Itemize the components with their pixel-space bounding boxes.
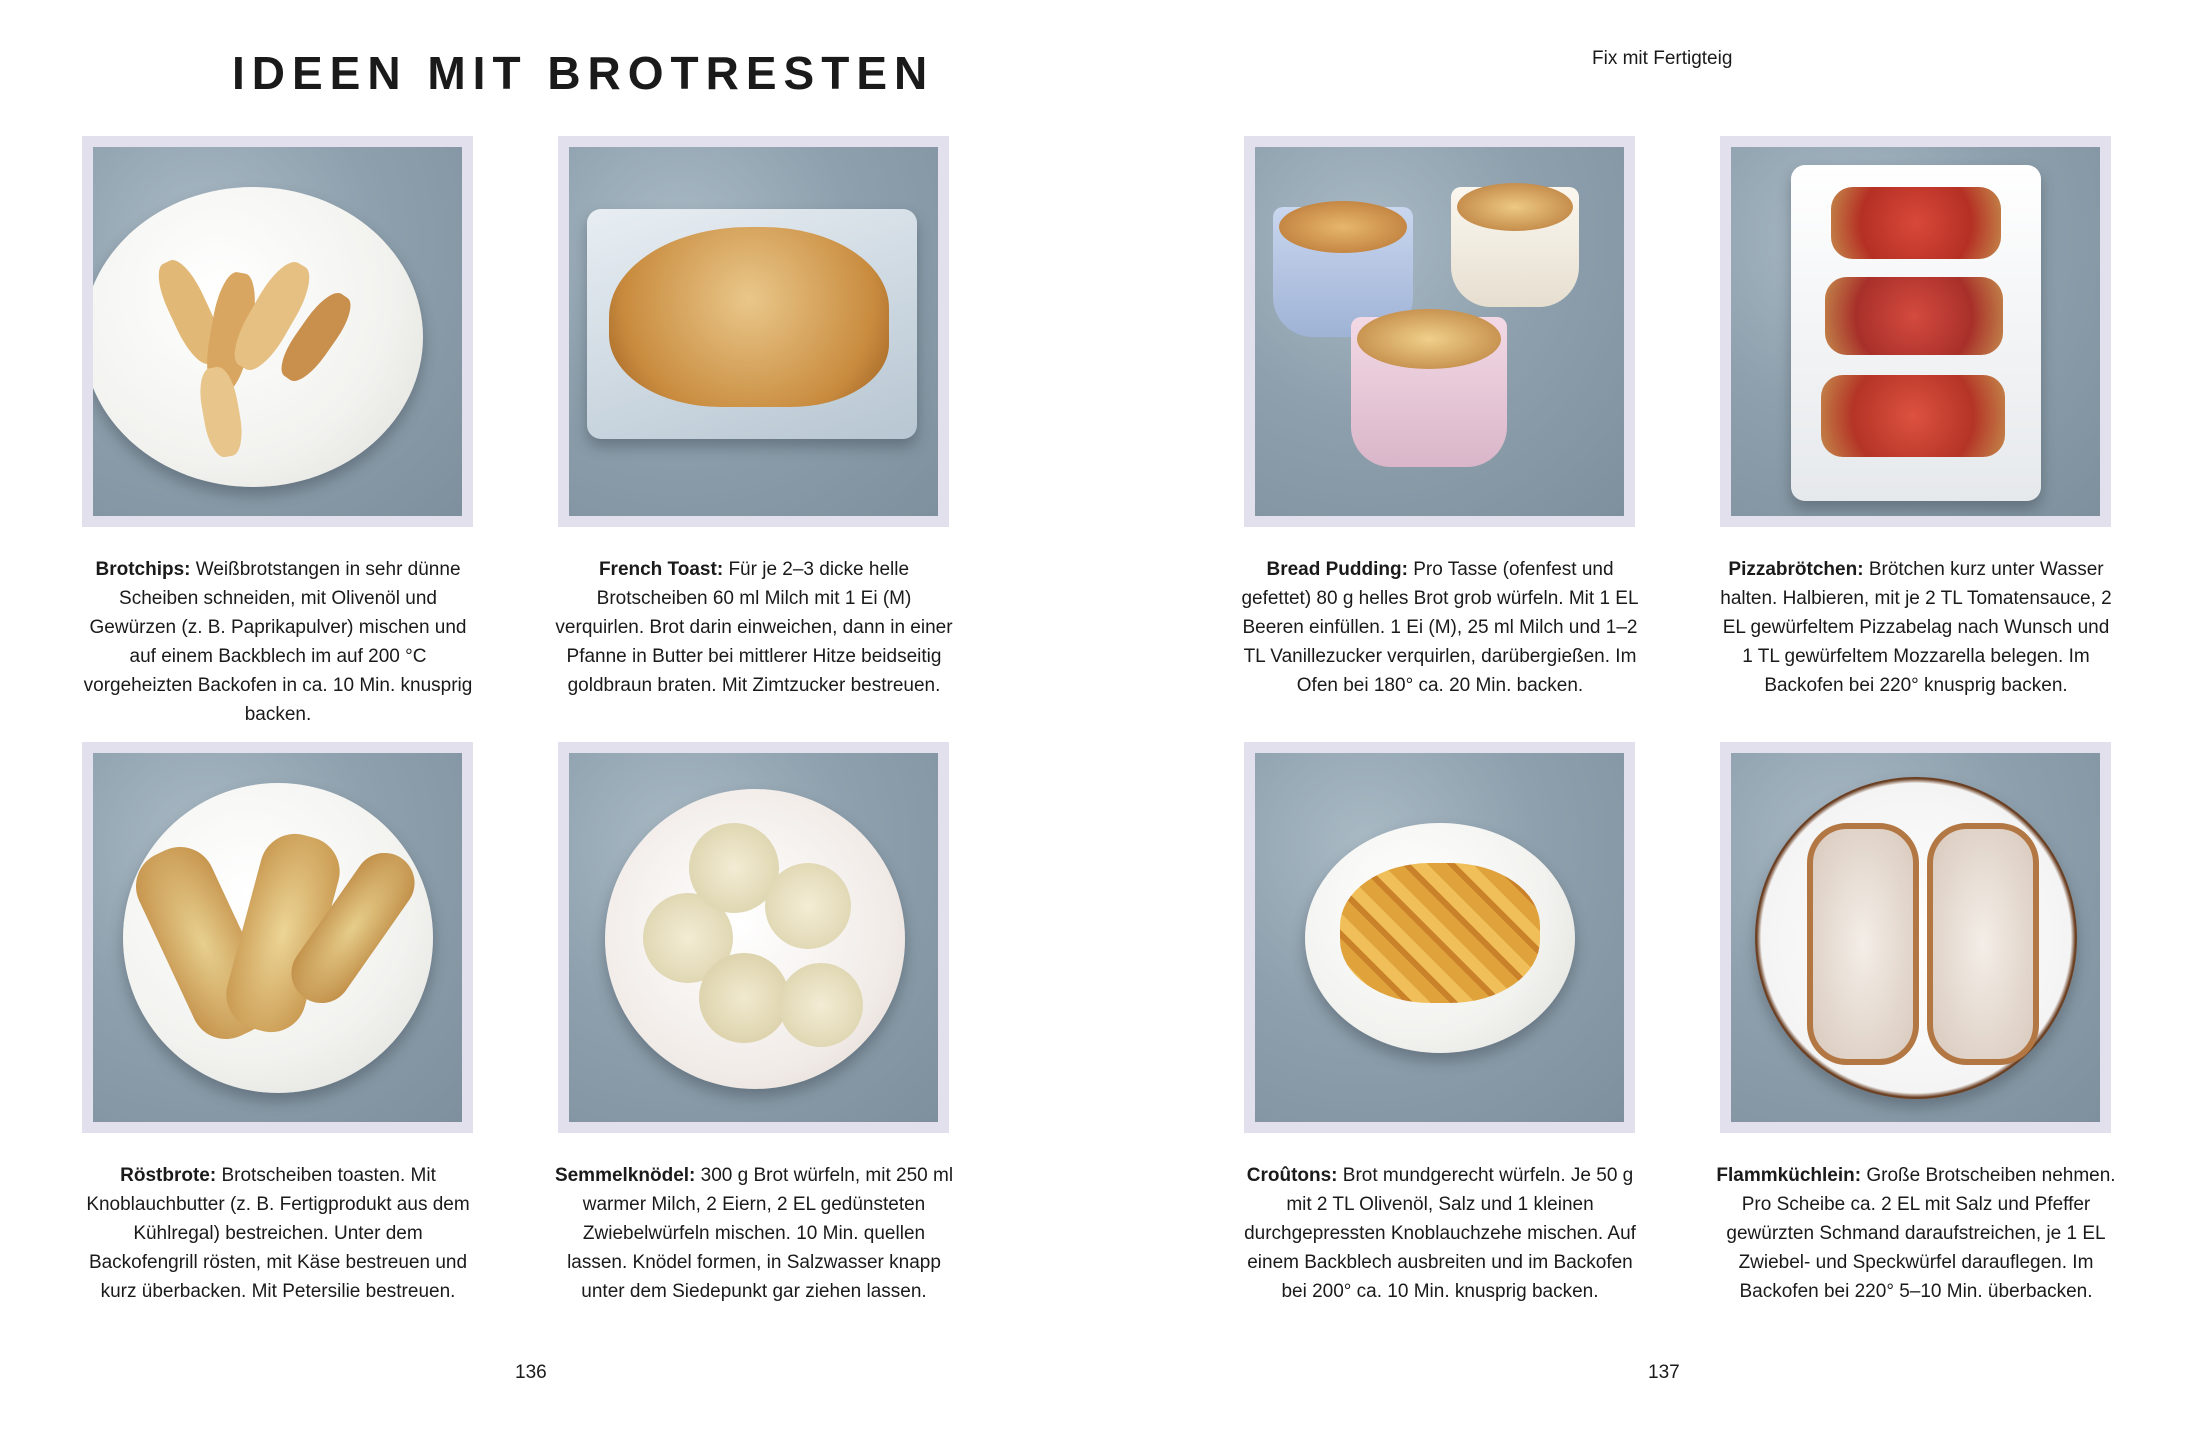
recipe-name: Bread Pudding: (1266, 559, 1408, 580)
recipe-text: Brötchen kurz unter Wasser halten. Halbieren, mit je 2 TL Tomatensauce, 2 EL gewürfeltem Pizzabelag nach Wunsch und 1 TL gewürfeltem Mozzarella belegen. Im Backofen bei 220° knusprig backen. (1720, 559, 2112, 696)
recipe-caption-bread-pudding (1240, 555, 1640, 700)
recipe-name: Semmelknödel: (554, 1165, 696, 1186)
recipe-caption-pizzabroetchen (1716, 555, 2116, 700)
recipe-text: Pro Tasse (ofenfest und gefettet) 80 g helles Brot grob würfeln. Mit 1 EL Beeren einfüllen. 1 Ei (M), 25 ml Milch und 1–2 TL Vanillezucker verquirlen, darübergießen. Im Ofen bei 180° ca. 20 Min. backen. (1241, 559, 1639, 696)
recipe-text: Große Brotscheiben nehmen. Pro Scheibe ca. 2 EL mit Salz und Pfeffer gewürzten Schmand daraufstreichen, je 1 EL Zwiebel- und Speckwürfel darauflegen. Im Backofen bei 220° 5–10 Min. überbacken. (1726, 1165, 2116, 1302)
page-number-right: 137 (1648, 1362, 1680, 1383)
recipe-caption-flammkuechlein (1716, 1161, 2116, 1306)
recipe-text: 300 g Brot würfeln, mit 250 ml warmer Milch, 2 Eiern, 2 EL gedünsteten Zwiebelwürfeln mischen. 10 Min. quellen lassen. Knödel formen, in Salzwasser knapp unter dem Siedepunkt gar ziehen lassen. (567, 1165, 954, 1302)
recipe-text: Für je 2–3 dicke helle Brotscheiben 60 ml Milch mit 1 Ei (M) verquirlen. Brot darin einweichen, dann in einer Pfanne in Butter bei mittlerer Hitze beidseitig goldbraun braten. Mit Zimtzucker bestreuen. (555, 559, 953, 696)
photo-pizzabroetchen (1720, 136, 2111, 527)
recipe-text: Weißbrotstangen in sehr dünne Scheiben schneiden, mit Olivenöl und Gewürzen (z. B. Paprikapulver) mischen und auf einem Backblech im auf 200 °C vorgeheizten Backofen in ca. 10 Min. knusprig backen. (83, 559, 473, 725)
recipe-caption-croutons (1240, 1161, 1640, 1306)
page-title: IDEEN MIT BROTRESTEN (232, 47, 935, 99)
photo-brotchips (82, 136, 473, 527)
photo-croutons (1244, 742, 1635, 1133)
recipe-text: Brot mundgerecht würfeln. Je 50 g mit 2 TL Olivenöl, Salz und 1 kleinen durchgepressten Knoblauchzehe mischen. Auf einem Backblech ausbreiten und im Backofen bei 200° ca. 10 Min. knusprig backen. (1244, 1165, 1636, 1302)
recipe-caption-brotchips (78, 555, 478, 729)
recipe-caption-french-toast (554, 555, 954, 700)
page-number-left: 136 (515, 1362, 547, 1383)
photo-roestbrote (82, 742, 473, 1133)
recipe-name: French Toast: (598, 559, 724, 580)
section-label: Fix mit Fertigteig (1592, 48, 1733, 69)
recipe-name: Pizzabrötchen: (1728, 559, 1864, 580)
photo-french-toast (558, 136, 949, 527)
recipe-caption-semmelknoedel (554, 1161, 954, 1306)
recipe-text: Brotscheiben toasten. Mit Knoblauchbutter (z. B. Fertigprodukt aus dem Kühlregal) bestreichen. Unter dem Backofengrill rösten, mit Käse bestreuen und kurz überbacken. Mit Petersilie bestreuen. (86, 1165, 470, 1302)
photo-flammkuechlein (1720, 742, 2111, 1133)
recipe-name: Flammküchlein: (1716, 1165, 1862, 1186)
recipe-name: Röstbrote: (120, 1165, 217, 1186)
recipe-name: Croûtons: (1246, 1165, 1338, 1186)
recipe-name: Brotchips: (95, 559, 191, 580)
recipe-caption-roestbrote (78, 1161, 478, 1306)
photo-bread-pudding (1244, 136, 1635, 527)
photo-semmelknoedel (558, 742, 949, 1133)
